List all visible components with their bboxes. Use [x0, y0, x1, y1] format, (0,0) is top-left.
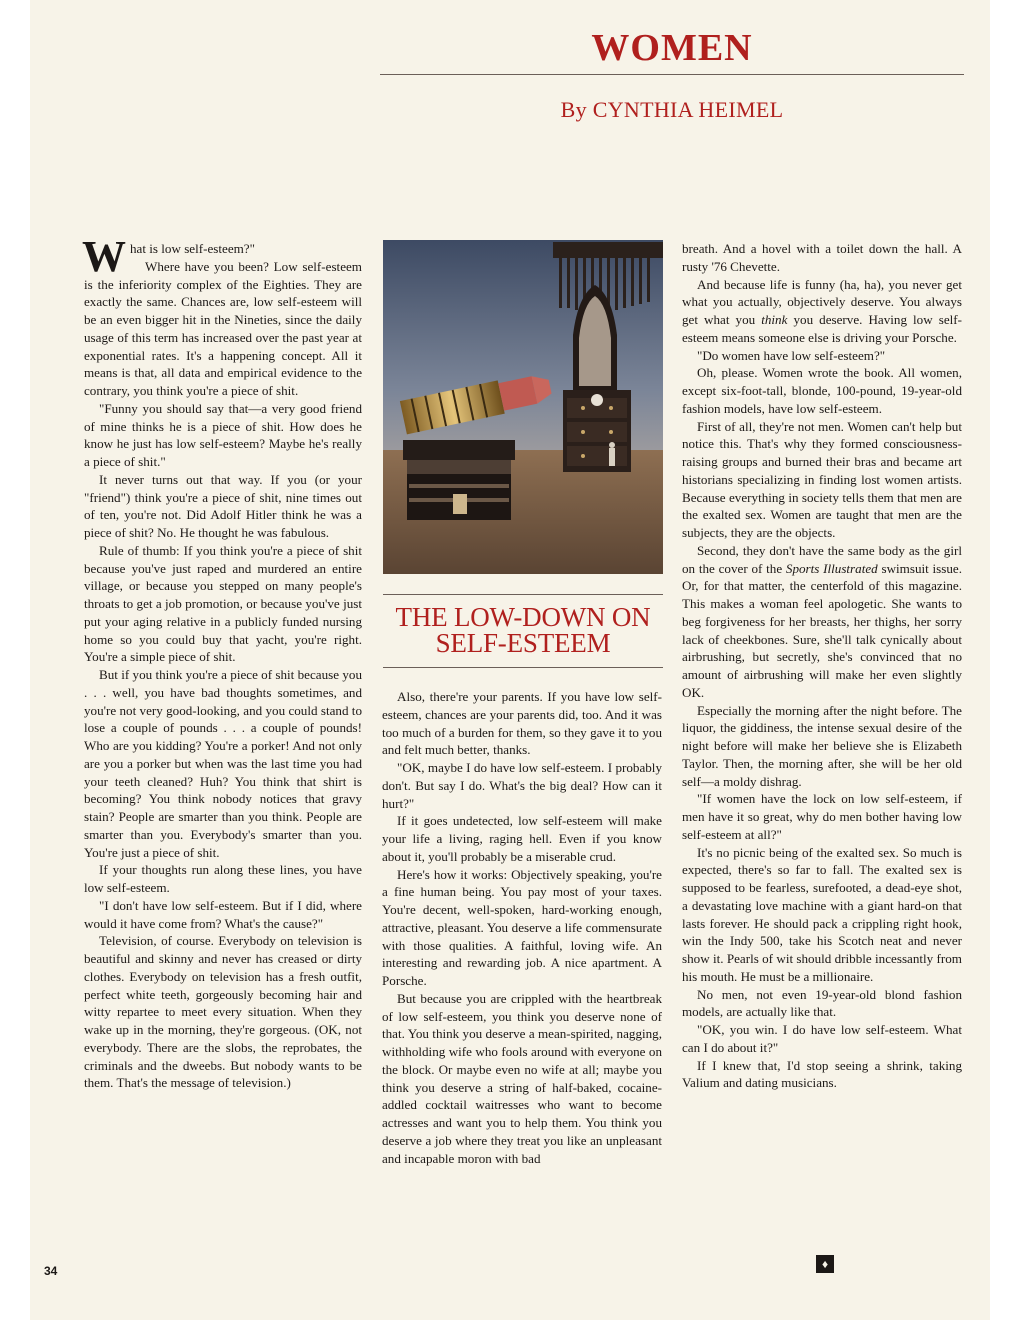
- emphasis: Sports Illustrated: [785, 560, 878, 576]
- paragraph: Where have you been? Low self-esteem is the inferiority complex of the Eighties. They are exactly the same. Chances are, low self-esteem will be an even bigger hit in the Nineties, since the daily usage of this term has increased over the past year at exponential rates. It's a happening concept. All it means is that, all data and empirical evidence to the contrary, you think you're a piece of shit.: [84, 258, 362, 398]
- paragraph: Oh, please. Women wrote the book. All women, except six-foot-tall, blonde, 100-pound, 19-year-old fashion models, have low self-esteem.: [682, 365, 962, 416]
- page-number: 34: [44, 1264, 58, 1278]
- paragraph: It never turns out that way. If you (or your "friend") think you're a piece of shit, nine times out of ten, you're not. Did Adolf Hitler think he was a piece of shit? No. He thought he was fabulous.: [84, 471, 362, 540]
- paragraph: "Funny you should say that—a very good friend of mine thinks he is a piece of shit. How does he know he just has low self-esteem? Maybe he's really a piece of shit.": [84, 400, 362, 469]
- paragraph: If I knew that, I'd stop seeing a shrink, taking Valium and dating musicians.: [682, 1057, 962, 1091]
- paragraph: But because you are crippled with the heartbreak of low self-esteem, you think you deserve none of that. You think you deserve a mean-spirited, nagging, withholding wife who fools around with everyone on the block. Or maybe even no wife at all; maybe you think you deserve a string of half-baked, cocaine-addled cocktail waitresses who want to become actresses and want you to help them. You think you deserve a job where they treat you like an unpleasant and incapable moron with bad: [382, 990, 662, 1166]
- paragraph: Rule of thumb: If you think you're a piece of shit because you've just raped and murdered an entire village, or because you stepped on many people's throats to get a job promotion, or because you've just put your aging relative in a publicly funded nursing home so you could buy that yacht, you're right. You're a simple piece of shit.: [84, 542, 362, 665]
- paragraph: breath. And a hovel with a toilet down the hall. A rusty '76 Chevette.: [682, 241, 962, 274]
- paragraph: No men, not even 19-year-old blond fashion models, are actually like that.: [682, 986, 962, 1020]
- paragraph: But if you think you're a piece of shit because you . . . well, you have bad thoughts sometimes, and you're not very good-looking, and you could stand to lose a couple of pounds . . . a couple of pounds! Who are you kidding? You're a porker! And not only are you a porker but when was the last time you had your teeth cleaned? Huh? You think that shirt is becoming? You think nobody notices that gravy stain? People are smarter than you think. People are smarter than you. Everybody's smarter than you. You're just a piece of shit.: [84, 667, 362, 860]
- headline-rule-top: [383, 594, 663, 595]
- article-illustration: [383, 240, 663, 574]
- paragraph: "OK, maybe I do have low self-esteem. I probably don't. But say I do. What's the big deal? How can it hurt?": [382, 760, 662, 811]
- paragraph: It's no picnic being of the exalted sex. So much is expected, there's so far to fall. The exalted sex is supposed to be fearless, surefooted, a dead-eye shot, a devastating love machine with a giant hard-on that lasts forever. He should pack a crippling right hook, win the Indy 500, take his Scotch neat and never show it. Pearls of wit should dribble incessantly from his mouth. He must be a millionaire.: [682, 844, 962, 984]
- drop-cap: W: [82, 232, 126, 281]
- emphasis: think: [761, 312, 788, 327]
- paragraph: If your thoughts run along these lines, you have low self-esteem.: [84, 862, 362, 895]
- paragraph: If it goes undetected, low self-esteem will make your life a living, raging hell. Even if you know about it, you'll probably be a miserable crud.: [382, 813, 662, 864]
- paragraph: Also, there're your parents. If you have low self-esteem, chances are your parents did, too. And it was too much of a burden for them, so they gave it to you and felt much better, thanks.: [382, 689, 662, 758]
- byline: By CYNTHIA HEIMEL: [560, 97, 784, 122]
- paragraph: Especially the morning after the night before. The liquor, the giddiness, the intense sexual desire of the night before will make her believe she is Elizabeth Taylor. Then, the morning after, she will be her old self—a moldy dishrag.: [682, 702, 962, 789]
- header-rule: [380, 74, 964, 75]
- paragraph: What is low self-esteem?": [82, 232, 255, 281]
- vanity-table-illustration: [383, 240, 663, 574]
- paragraph: "I don't have low self-esteem. But if I did, where would it have come from? What's the cause?": [84, 897, 362, 931]
- paragraph: First of all, they're not men. Women can't help but notice this. That's why they formed consciousness-raising groups and burned their bras and became art historians specializing in finding lost women artists. Because everything in society tells them that men are the exalted sex. Women are taught that men are the subjects, they are the objects.: [682, 418, 962, 540]
- paragraph: "OK, you win. I do have low self-esteem. What can I do about it?": [682, 1022, 962, 1055]
- paragraph: Second, they don't have the same body as the girl on the cover of the Sports Illustrated swimsuit issue. Or, for that matter, the centerfold of this magazine. This makes a woman feel apologetic. She wants to beg forgiveness for her breasts, her thighs, her sorry lack of cheekbones. Sure, she'll talk cynically about airbrushing, but secretly, she's convinced that no amount of airbrushing will make her even slightly OK.: [682, 542, 962, 700]
- playboy-bunny-icon: ♦: [816, 1255, 834, 1273]
- paragraph: Here's how it works: Objectively speaking, you're a fine human being. You pay most of your taxes. You're decent, well-spoken, hard-working enough, attractive, pleasant. You deserve a life commensurate with those qualities. A faithful, loving wife. An interesting and rewarding job. A nice apartment. A Porsche.: [382, 866, 662, 988]
- article-headline: THE LOW-DOWN ON SELF-ESTEEM: [395, 602, 651, 658]
- article-column-1: [82, 232, 362, 1092]
- paragraph: "Do women have low self-esteem?": [697, 347, 886, 363]
- article-column-2: [382, 688, 662, 1167]
- article-column-3: [682, 240, 962, 1092]
- headline-rule-bottom: [383, 667, 663, 668]
- paragraph: Television, of course. Everybody on television is beautiful and skinny and never has creased or dirty clothes. Everybody on television has a fresh outfit, perfect white teeth, gorgeously becoming hair and witty repartee to meet every situation. When they wake up in the morning, they're gorgeous. (OK, not everybody. There are the slobs, the reprobates, the criminals and the dweebs. But nobody wants to be them. That's the message of television.): [84, 933, 362, 1091]
- paragraph: "If women have the lock on low self-esteem, if men have it so great, why do men bother having low self-esteem at all?": [682, 791, 962, 842]
- section-title: WOMEN: [591, 27, 753, 69]
- paragraph: And because life is funny (ha, ha), you never get what you actually, objectively deserve. You always get what you think you deserve. Having low self-esteem means someone else is driving your Porsche.: [682, 276, 962, 345]
